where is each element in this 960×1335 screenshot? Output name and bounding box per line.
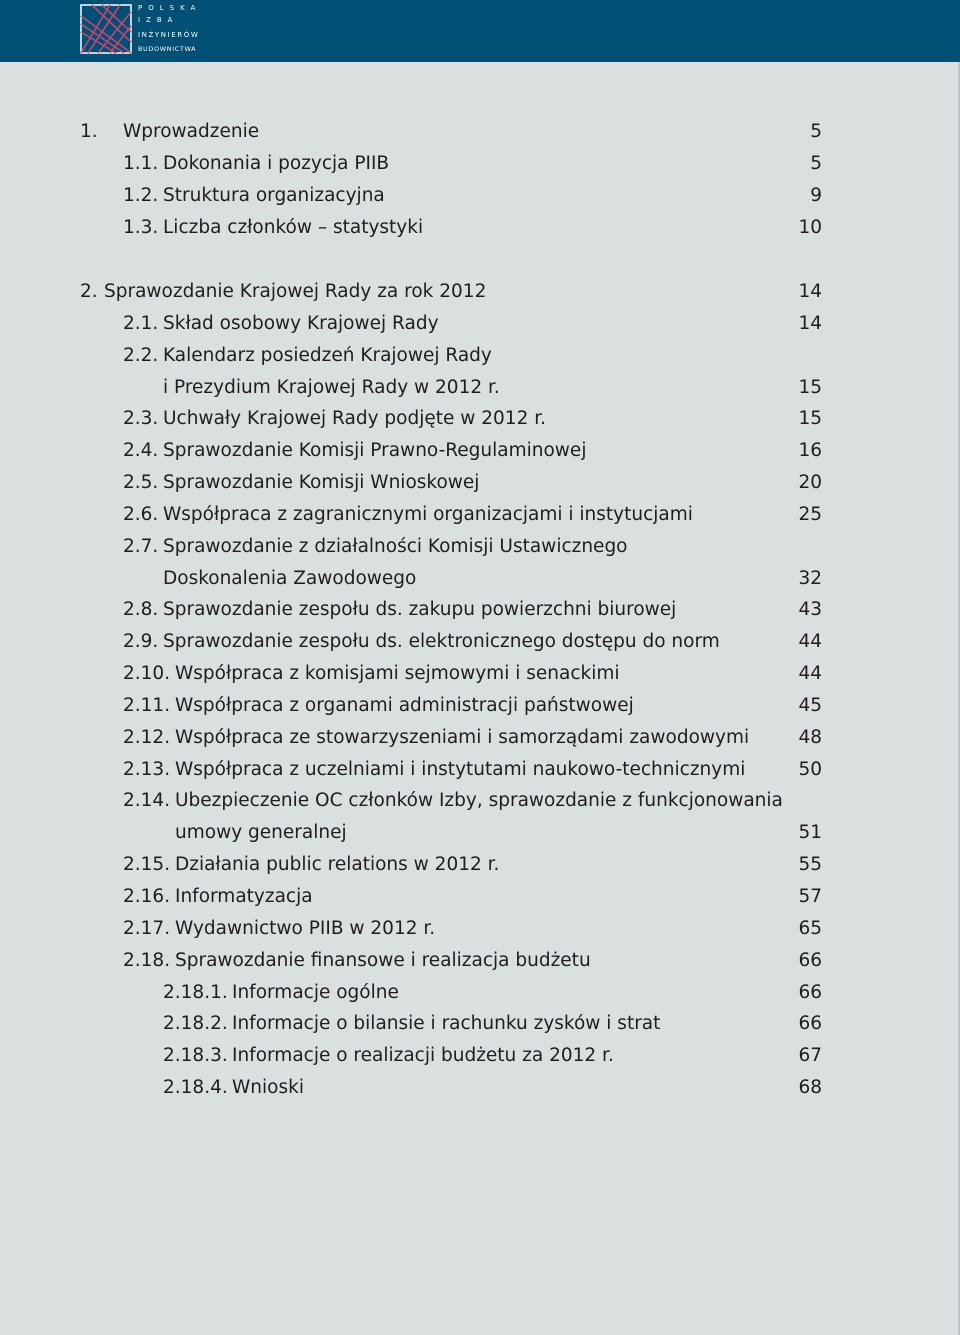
toc-entry-page: 10 [798,217,822,238]
toc-entry-title: Działania public relations w 2012 r. [175,854,500,875]
toc-entry-number: 2.10. [123,663,171,684]
toc-entry-title: Kalendarz posiedzeń Krajowej Rady [163,345,492,366]
toc-entry-page: 68 [798,1077,822,1098]
toc-entry-title: Współpraca z zagranicznymi organizacjami i instytucjami [163,504,693,525]
toc-entry-title: Dokonania i pozycja PIIB [163,153,390,174]
toc-entry-title: Informacje o realizacji budżetu za 2012 r. [232,1045,614,1066]
toc-entry-number: 2.5. [123,472,159,493]
toc-entry-number: 1.1. [123,153,159,174]
toc-entry-page: 44 [798,663,822,684]
toc-entry-page [760,532,822,562]
toc-entry-number: 2.11. [123,695,171,716]
toc-entry-title: Współpraca z komisjami sejmowymi i senackimi [175,663,620,684]
toc-entry-page: 67 [798,1045,822,1066]
toc-entry-number: 2.9. [123,631,159,652]
toc-entry-number: 1.2. [123,185,159,206]
toc-entry-number: 2.2. [123,345,159,366]
toc-entry-title: Sprawozdanie Komisji Prawno-Regulaminowej [163,440,587,461]
toc-entry-page: 15 [798,377,822,398]
toc-entry-title: Skład osobowy Krajowej Rady [163,313,439,334]
toc-entry-page: 51 [798,822,822,843]
toc-entry-number: 1. [80,121,98,142]
toc-entry-number: 1.3. [123,217,159,238]
toc-entry-number: 2. [80,281,98,302]
toc-entry-page: 9 [810,185,822,206]
toc-entry-page: 15 [798,408,822,429]
toc-entry-number: 2.18.1. [163,982,228,1003]
toc-entry-title: Sprawozdanie Komisji Wnioskowej [163,472,480,493]
toc-entry-title: Współpraca z organami administracji państwowej [175,695,634,716]
toc-entry-title: Sprawozdanie z działalności Komisji Ustawicznego [163,536,628,557]
toc-entry-title: umowy generalnej [175,822,347,843]
toc-entry-page: 45 [798,695,822,716]
toc-entry-page [760,786,822,816]
toc-entry-number: 2.1. [123,313,159,334]
toc-entry-title: Wnioski [232,1077,304,1098]
toc-entry-number: 2.8. [123,599,159,620]
toc-entry-title: Wprowadzenie [123,121,260,142]
toc-entry-number: 2.18.4. [163,1077,228,1098]
toc-entry-page: 25 [798,504,822,525]
toc-entry-number: 2.18. [123,950,171,971]
piib-logo[interactable] [80,4,200,54]
toc-entry-page: 48 [798,727,822,748]
logo-text-budownictwa: BUDOWNICTWA [138,45,197,53]
toc-entry-title: Liczba członków – statystyki [163,217,424,238]
toc-entry-page: 32 [798,568,822,589]
toc-entry-title: Sprawozdanie Krajowej Rady za rok 2012 [104,281,487,302]
toc-entry-title: Doskonalenia Zawodowego [163,568,417,589]
toc-entry-title: Sprawozdanie finansowe i realizacja budżetu [175,950,591,971]
toc-entry-page: 66 [798,1013,822,1034]
toc-entry-number: 2.14. [123,790,171,811]
toc-entry-title: Informacje o bilansie i rachunku zysków i strat [232,1013,661,1034]
toc-entry-title: Informacje ogólne [232,982,399,1003]
toc-entry-page: 5 [810,121,822,142]
toc-entry-number: 2.12. [123,727,171,748]
header-band [0,0,960,62]
logo-mark-icon [80,4,134,56]
toc-entry-page: 55 [798,854,822,875]
toc-entry-number: 2.18.2. [163,1013,228,1034]
toc-entry-page: 65 [798,918,822,939]
toc-entry-title: Struktura organizacyjna [163,185,385,206]
toc-entry-number: 2.6. [123,504,159,525]
toc-entry-number: 2.17. [123,918,171,939]
toc-entry-number: 2.4. [123,440,159,461]
toc-entry-page [760,341,822,371]
toc-entry-title: Uchwały Krajowej Rady podjęte w 2012 r. [163,408,547,429]
toc-entry-page: 57 [798,886,822,907]
toc-entry-number: 2.13. [123,759,171,780]
toc-entry-number: 2.7. [123,536,159,557]
toc-entry-title: Współpraca z uczelniami i instytutami naukowo-technicznymi [175,759,746,780]
toc-entry-title: Sprawozdanie zespołu ds. zakupu powierzchni biurowej [163,599,677,620]
toc-entry-page: 44 [798,631,822,652]
toc-entry-page: 66 [798,982,822,1003]
toc-entry-page: 14 [798,281,822,302]
toc-entry-title: Współpraca ze stowarzyszeniami i samorządami zawodowymi [175,727,750,748]
toc-entry-number: 2.3. [123,408,159,429]
toc-entry-page: 20 [798,472,822,493]
toc-entry-number: 2.15. [123,854,171,875]
toc-entry-title: i Prezydium Krajowej Rady w 2012 r. [163,377,500,398]
toc-entry-title: Wydawnictwo PIIB w 2012 r. [175,918,436,939]
toc-entry-title: Informatyzacja [175,886,313,907]
toc-entry-page: 50 [798,759,822,780]
toc-entry-number: 2.18.3. [163,1045,228,1066]
toc-entry-page: 43 [798,599,822,620]
toc-entry-title: Sprawozdanie zespołu ds. elektronicznego dostępu do norm [163,631,720,652]
toc-entry-title: Ubezpieczenie OC członków Izby, sprawozdanie z funkcjonowania [175,790,783,811]
toc-entry-page: 14 [798,313,822,334]
toc-entry-page: 66 [798,950,822,971]
toc-entry-page: 16 [798,440,822,461]
logo-text-inzynierow: INŻYNIERÓW [138,31,200,39]
logo-text-polska: POLSKA [138,4,202,12]
logo-text-izba: IZBA [138,16,179,24]
toc-entry-number: 2.16. [123,886,171,907]
toc-entry-page: 5 [810,153,822,174]
